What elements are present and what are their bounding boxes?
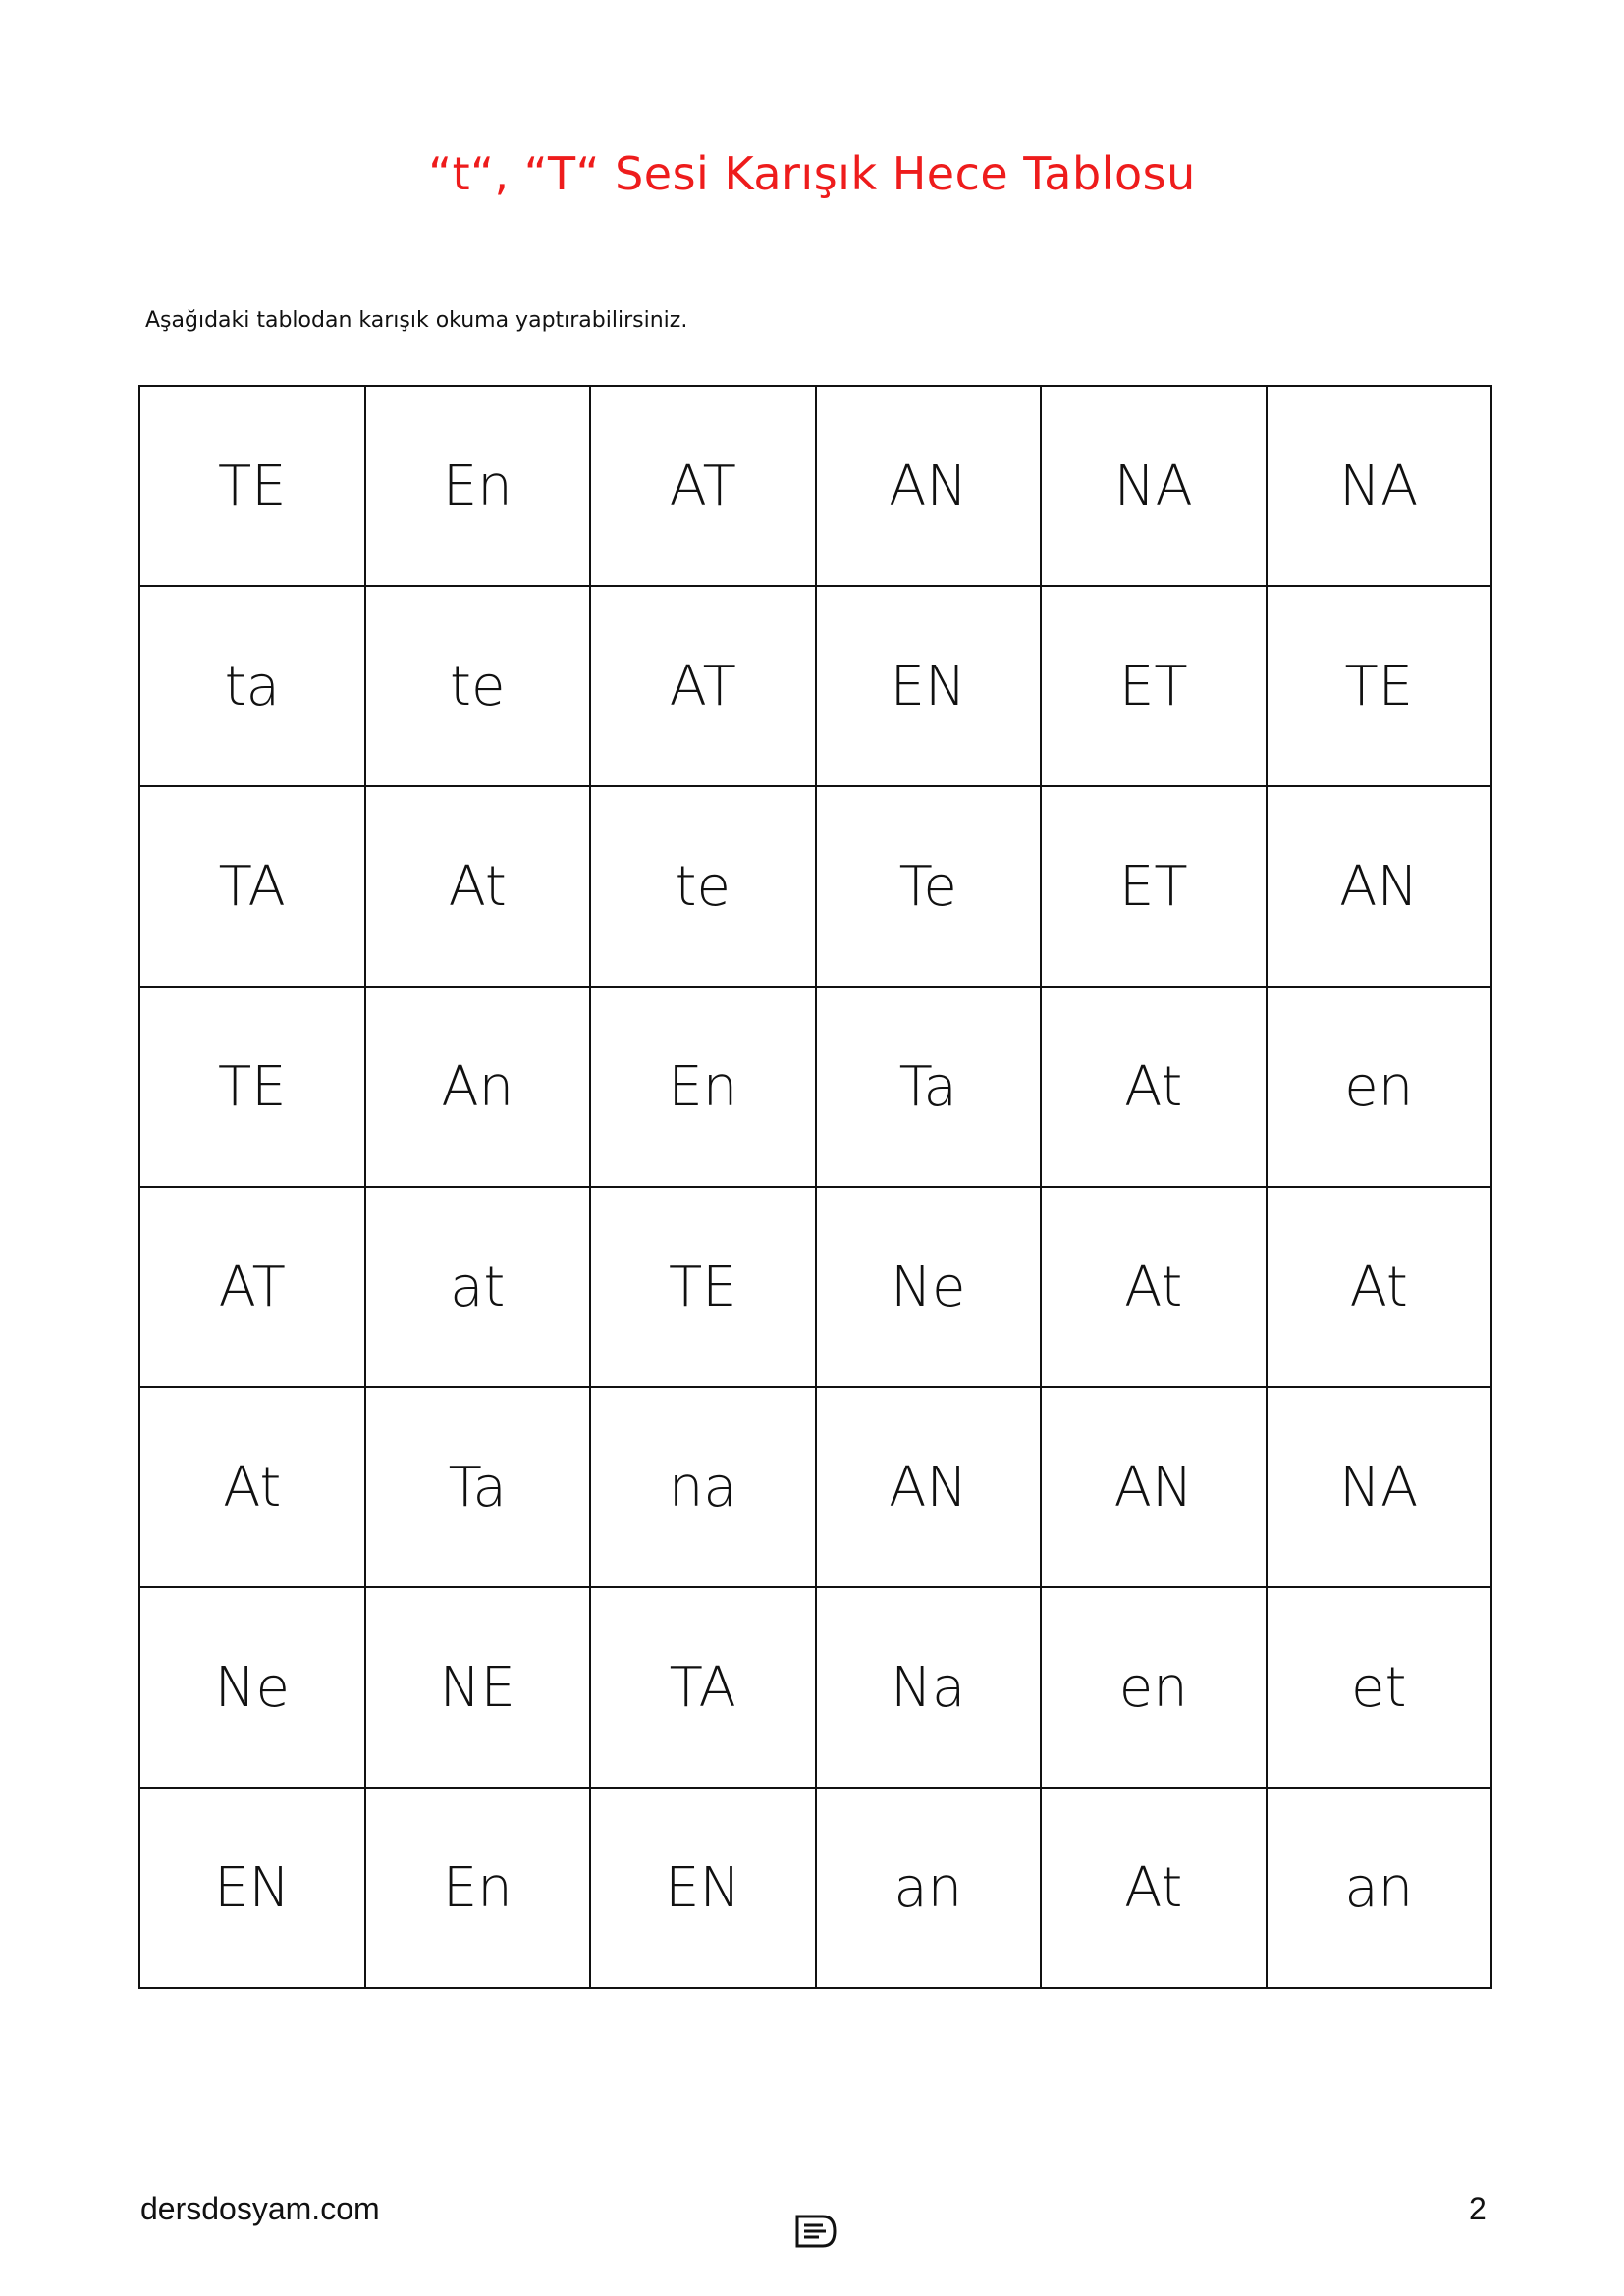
- table-row: [139, 586, 1491, 786]
- syllable-cell: EN: [590, 1788, 816, 1988]
- syllable-cell: AN: [816, 1387, 1042, 1587]
- syllable-cell: AN: [816, 386, 1042, 586]
- syllable-cell: na: [590, 1387, 816, 1587]
- syllable-cell: te: [365, 586, 591, 786]
- page-title: “t“, “T“ Sesi Karışık Hece Tablosu: [428, 147, 1196, 200]
- syllable-cell: Ta: [816, 987, 1042, 1187]
- syllable-cell: EN: [139, 1788, 365, 1988]
- syllable-cell: TA: [590, 1587, 816, 1788]
- table-row: [139, 1587, 1491, 1788]
- syllable-cell: NE: [365, 1587, 591, 1788]
- syllable-cell: Te: [816, 786, 1042, 987]
- syllable-cell: ET: [1041, 786, 1267, 987]
- syllable-cell: an: [816, 1788, 1042, 1988]
- table-row: [139, 987, 1491, 1187]
- syllable-cell: NA: [1041, 386, 1267, 586]
- syllable-cell: At: [365, 786, 591, 987]
- syllable-cell: EN: [816, 586, 1042, 786]
- syllable-cell: AN: [1267, 786, 1492, 987]
- syllable-cell: Ne: [139, 1587, 365, 1788]
- table-row: [139, 1187, 1491, 1387]
- syllable-cell: NA: [1267, 1387, 1492, 1587]
- table-row: [139, 786, 1491, 987]
- syllable-table: [138, 385, 1492, 1989]
- syllable-cell: AT: [590, 386, 816, 586]
- syllable-cell: At: [1267, 1187, 1492, 1387]
- syllable-cell: TE: [1267, 586, 1492, 786]
- syllable-cell: TE: [139, 386, 365, 586]
- syllable-cell: At: [1041, 1788, 1267, 1988]
- table-row: [139, 1387, 1491, 1587]
- syllable-cell: En: [365, 386, 591, 586]
- syllable-cell: TE: [590, 1187, 816, 1387]
- syllable-cell: et: [1267, 1587, 1492, 1788]
- document-logo-icon: [793, 2211, 839, 2252]
- syllable-cell: ta: [139, 586, 365, 786]
- syllable-cell: AT: [139, 1187, 365, 1387]
- syllable-cell: en: [1041, 1587, 1267, 1788]
- syllable-cell: En: [590, 987, 816, 1187]
- syllable-cell: TE: [139, 987, 365, 1187]
- syllable-cell: Na: [816, 1587, 1042, 1788]
- syllable-cell: Ta: [365, 1387, 591, 1587]
- syllable-cell: ET: [1041, 586, 1267, 786]
- syllable-cell: TA: [139, 786, 365, 987]
- syllable-cell: AT: [590, 586, 816, 786]
- instructions-text: Aşağıdaki tablodan karışık okuma yaptırabilirsiniz.: [145, 308, 688, 333]
- syllable-cell: te: [590, 786, 816, 987]
- syllable-cell: At: [1041, 987, 1267, 1187]
- syllable-cell: an: [1267, 1788, 1492, 1988]
- syllable-cell: At: [1041, 1187, 1267, 1387]
- syllable-cell: En: [365, 1788, 591, 1988]
- table-row: [139, 386, 1491, 586]
- footer-site-name: dersdosyam.com: [140, 2191, 380, 2226]
- syllable-cell: NA: [1267, 386, 1492, 586]
- syllable-cell: At: [139, 1387, 365, 1587]
- syllable-cell: en: [1267, 987, 1492, 1187]
- syllable-cell: Ne: [816, 1187, 1042, 1387]
- syllable-cell: An: [365, 987, 591, 1187]
- syllable-cell: at: [365, 1187, 591, 1387]
- table-row: [139, 1788, 1491, 1988]
- page-number: 2: [1469, 2191, 1487, 2226]
- syllable-cell: AN: [1041, 1387, 1267, 1587]
